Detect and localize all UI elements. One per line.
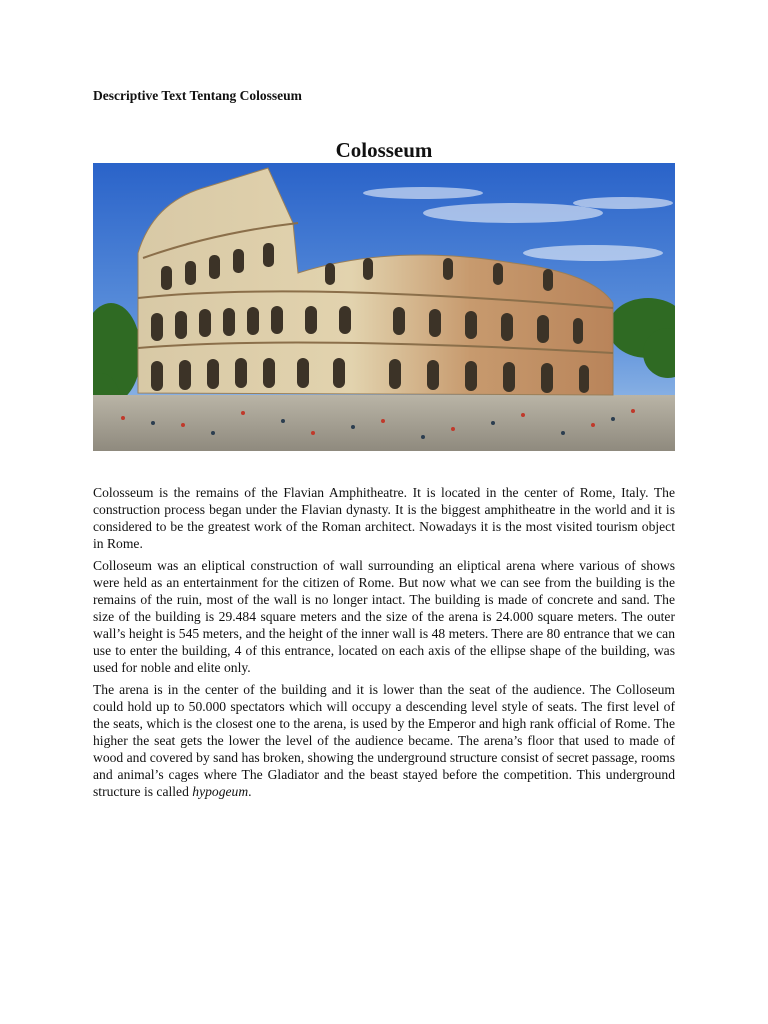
paragraph-1: Colosseum is the remains of the Flavian Amphitheatre. It is located in the center of Rome, Italy. The construction process began under the Flavian dynasty. It is the biggest amphitheatre in the world and it is considered to be the greatest work of the Roman architect. Nowadays it is the most visited tourism object in Rome. bbox=[93, 485, 675, 551]
colosseum-illustration bbox=[93, 163, 675, 451]
colosseum-photo bbox=[93, 163, 675, 451]
paragraph-3 bbox=[93, 681, 675, 800]
paragraph-3-end: . bbox=[248, 784, 252, 799]
document-heading: Descriptive Text Tentang Colosseum bbox=[93, 88, 302, 103]
document-title: Colosseum bbox=[335, 138, 433, 162]
document-body bbox=[93, 484, 675, 805]
paragraph-3-text: The arena is in the center of the building and it is lower than the seat of the audience. The Colloseum could hold up to 50.000 spectators which will occupy a descending level style of seats. The first level of the seats, which is the closest one to the arena, is used by the Emperor and high rank official of Rome. The higher the seat gets the lower the level of the audience became. The arena’s floor that used to made of wood and covered by sand has broken, showing the underground structure consist of secret passage, rooms and animal’s cages where The Gladiator and the beast stayed before the competition. This underground structure is called bbox=[93, 682, 675, 799]
paragraph-2: Colloseum was an eliptical construction of wall surrounding an eliptical arena where various of shows were held as an entertainment for the citizen of Rome. But now what we can see from the building is the remains of the ruin, most of the wall is no longer intact. The building is made of concrete and sand. The size of the building is 29.484 square meters and the size of the arena is 24.000 square meters. The outer wall’s height is 545 meters, and the height of the inner wall is 48 meters. There are 80 entrance that we can use to enter the building, 4 of this entrance, located on each axis of the ellipse shape of the building, was used for noble and elite only. bbox=[93, 558, 675, 675]
plaza-ground bbox=[93, 395, 675, 451]
paragraph-3-term: hypogeum bbox=[192, 784, 249, 799]
